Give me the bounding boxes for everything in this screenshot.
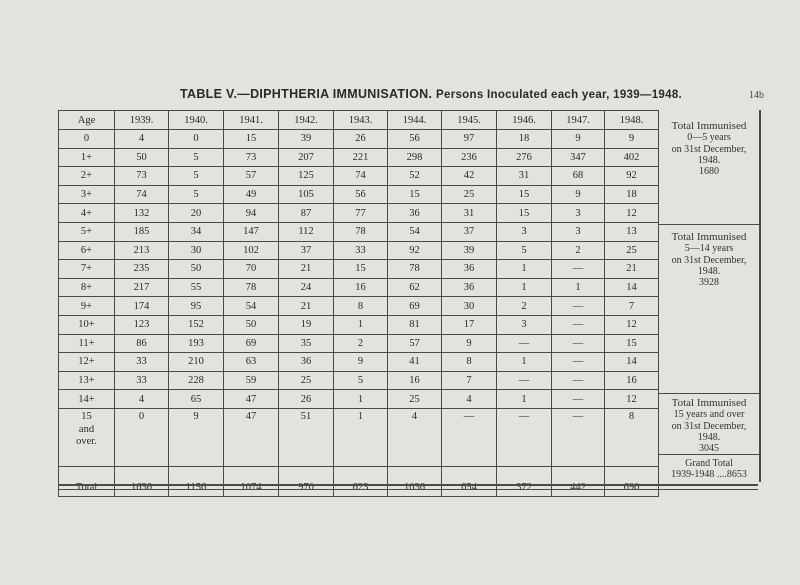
value-cell: 123 bbox=[115, 315, 169, 334]
value-cell: 185 bbox=[115, 222, 169, 241]
value-cell: 16 bbox=[334, 278, 388, 297]
title-main: TABLE V.—DIPHTHERIA IMMUNISATION. bbox=[180, 87, 433, 101]
table-row bbox=[59, 334, 659, 353]
bottom-rule bbox=[58, 484, 758, 490]
value-cell: 21 bbox=[279, 260, 334, 279]
value-cell: 77 bbox=[334, 204, 388, 223]
value-cell: 54 bbox=[224, 297, 279, 316]
value-cell: 3 bbox=[552, 204, 605, 223]
header-year: 1941. bbox=[224, 111, 279, 130]
value-cell: 8 bbox=[334, 297, 388, 316]
value-cell: — bbox=[552, 297, 605, 316]
total-cell: 1036 bbox=[388, 466, 442, 496]
value-cell: 69 bbox=[388, 297, 442, 316]
value-cell: 78 bbox=[224, 278, 279, 297]
value-cell: 14 bbox=[605, 278, 659, 297]
value-cell: 193 bbox=[169, 334, 224, 353]
value-cell: 30 bbox=[169, 241, 224, 260]
value-cell: 69 bbox=[224, 334, 279, 353]
total-cell: 970 bbox=[279, 466, 334, 496]
value-cell: 16 bbox=[388, 371, 442, 390]
age-cell: 7+ bbox=[59, 260, 115, 279]
total-row bbox=[59, 466, 659, 496]
value-cell: 57 bbox=[388, 334, 442, 353]
immunisation-table bbox=[58, 110, 659, 497]
header-year: 1945. bbox=[442, 111, 497, 130]
value-cell: 7 bbox=[442, 371, 497, 390]
age-cell: 1+ bbox=[59, 148, 115, 167]
header-row bbox=[59, 111, 659, 130]
value-cell: 9 bbox=[552, 185, 605, 204]
total-cell: 654 bbox=[442, 466, 497, 496]
value-cell: 35 bbox=[279, 334, 334, 353]
value-cell: 298 bbox=[388, 148, 442, 167]
value-cell: 228 bbox=[169, 371, 224, 390]
value-cell: — bbox=[497, 408, 552, 466]
value-cell: 52 bbox=[388, 167, 442, 186]
value-cell: 34 bbox=[169, 222, 224, 241]
table-row bbox=[59, 260, 659, 279]
table-row bbox=[59, 297, 659, 316]
value-cell: 70 bbox=[224, 260, 279, 279]
value-cell: 56 bbox=[388, 130, 442, 149]
value-cell: 18 bbox=[605, 185, 659, 204]
value-cell: 31 bbox=[497, 167, 552, 186]
value-cell: 102 bbox=[224, 241, 279, 260]
value-cell: 62 bbox=[388, 278, 442, 297]
value-cell: 36 bbox=[442, 278, 497, 297]
value-cell: — bbox=[552, 408, 605, 466]
table-row bbox=[59, 185, 659, 204]
value-cell: 1 bbox=[552, 278, 605, 297]
value-cell: 95 bbox=[169, 297, 224, 316]
total-cell: 1636 bbox=[115, 466, 169, 496]
value-cell: — bbox=[552, 371, 605, 390]
value-cell: 9 bbox=[169, 408, 224, 466]
age-15-row bbox=[59, 408, 659, 466]
value-cell: 86 bbox=[115, 334, 169, 353]
value-cell: 81 bbox=[388, 315, 442, 334]
value-cell: 105 bbox=[279, 185, 334, 204]
value-cell: 19 bbox=[279, 315, 334, 334]
value-cell: 26 bbox=[279, 390, 334, 409]
value-cell: 12 bbox=[605, 204, 659, 223]
value-cell: 54 bbox=[388, 222, 442, 241]
value-cell: 50 bbox=[115, 148, 169, 167]
value-cell: 12 bbox=[605, 390, 659, 409]
value-cell: 2 bbox=[497, 297, 552, 316]
value-cell: 31 bbox=[442, 204, 497, 223]
table-row bbox=[59, 315, 659, 334]
value-cell: 68 bbox=[552, 167, 605, 186]
age-cell: 8+ bbox=[59, 278, 115, 297]
value-cell: 30 bbox=[442, 297, 497, 316]
value-cell: — bbox=[552, 390, 605, 409]
table-row bbox=[59, 390, 659, 409]
value-cell: 12 bbox=[605, 315, 659, 334]
value-cell: 94 bbox=[224, 204, 279, 223]
table-row bbox=[59, 148, 659, 167]
value-cell: 25 bbox=[388, 390, 442, 409]
age-cell: 6+ bbox=[59, 241, 115, 260]
header-year: 1944. bbox=[388, 111, 442, 130]
value-cell: 2 bbox=[552, 241, 605, 260]
value-cell: 92 bbox=[388, 241, 442, 260]
total-cell: 1156 bbox=[169, 466, 224, 496]
age-cell: 2+ bbox=[59, 167, 115, 186]
value-cell: 8 bbox=[605, 408, 659, 466]
value-cell: 18 bbox=[497, 130, 552, 149]
value-cell: 59 bbox=[224, 371, 279, 390]
value-cell: 5 bbox=[497, 241, 552, 260]
age-cell: 12+ bbox=[59, 353, 115, 372]
value-cell: 5 bbox=[169, 148, 224, 167]
value-cell: 1 bbox=[497, 353, 552, 372]
value-cell: 92 bbox=[605, 167, 659, 186]
header-year: 1947. bbox=[552, 111, 605, 130]
value-cell: 125 bbox=[279, 167, 334, 186]
value-cell: 235 bbox=[115, 260, 169, 279]
value-cell: 15 bbox=[334, 260, 388, 279]
value-cell: 0 bbox=[169, 130, 224, 149]
value-cell: 49 bbox=[224, 185, 279, 204]
value-cell: 15 bbox=[497, 185, 552, 204]
value-cell: 9 bbox=[442, 334, 497, 353]
value-cell: 26 bbox=[334, 130, 388, 149]
value-cell: — bbox=[442, 408, 497, 466]
value-cell: 87 bbox=[279, 204, 334, 223]
table-row bbox=[59, 222, 659, 241]
value-cell: 25 bbox=[442, 185, 497, 204]
age-cell: 9+ bbox=[59, 297, 115, 316]
value-cell: 2 bbox=[334, 334, 388, 353]
value-cell: 78 bbox=[334, 222, 388, 241]
value-cell: 4 bbox=[115, 130, 169, 149]
value-cell: — bbox=[552, 315, 605, 334]
age-cell: 14+ bbox=[59, 390, 115, 409]
value-cell: 8 bbox=[442, 353, 497, 372]
age-cell: 15 and over. bbox=[59, 408, 115, 466]
value-cell: — bbox=[497, 334, 552, 353]
value-cell: 1 bbox=[334, 390, 388, 409]
side-note-15-over: Total Immunised 15 years and over on 31st December, 1948. 3045 bbox=[659, 393, 759, 454]
value-cell: 5 bbox=[334, 371, 388, 390]
value-cell: 4 bbox=[388, 408, 442, 466]
value-cell: 17 bbox=[442, 315, 497, 334]
value-cell: 236 bbox=[442, 148, 497, 167]
age-cell: 0 bbox=[59, 130, 115, 149]
value-cell: 37 bbox=[442, 222, 497, 241]
side-note-grand-total: Grand Total 1939-1948 ....8653 bbox=[659, 454, 759, 480]
value-cell: 36 bbox=[388, 204, 442, 223]
value-cell: 25 bbox=[605, 241, 659, 260]
value-cell: 73 bbox=[224, 148, 279, 167]
value-cell: 47 bbox=[224, 408, 279, 466]
table-title bbox=[180, 87, 682, 101]
value-cell: 97 bbox=[442, 130, 497, 149]
value-cell: 174 bbox=[115, 297, 169, 316]
value-cell: 56 bbox=[334, 185, 388, 204]
value-cell: 74 bbox=[334, 167, 388, 186]
value-cell: 33 bbox=[115, 371, 169, 390]
value-cell: 276 bbox=[497, 148, 552, 167]
table-row bbox=[59, 278, 659, 297]
header-year: 1943. bbox=[334, 111, 388, 130]
value-cell: 20 bbox=[169, 204, 224, 223]
value-cell: 57 bbox=[224, 167, 279, 186]
total-label: Total bbox=[59, 466, 115, 496]
value-cell: 14 bbox=[605, 353, 659, 372]
table-row bbox=[59, 130, 659, 149]
age-cell: 4+ bbox=[59, 204, 115, 223]
value-cell: 210 bbox=[169, 353, 224, 372]
value-cell: 3 bbox=[497, 222, 552, 241]
value-cell: 55 bbox=[169, 278, 224, 297]
total-cell: 1074 bbox=[224, 466, 279, 496]
value-cell: 9 bbox=[334, 353, 388, 372]
value-cell: 33 bbox=[115, 353, 169, 372]
value-cell: 207 bbox=[279, 148, 334, 167]
value-cell: 1 bbox=[497, 390, 552, 409]
value-cell: 1 bbox=[497, 260, 552, 279]
total-cell: 690 bbox=[605, 466, 659, 496]
value-cell: 4 bbox=[115, 390, 169, 409]
value-cell: 147 bbox=[224, 222, 279, 241]
table-row bbox=[59, 371, 659, 390]
value-cell: 36 bbox=[279, 353, 334, 372]
value-cell: 1 bbox=[497, 278, 552, 297]
table-row bbox=[59, 167, 659, 186]
total-cell: 372 bbox=[497, 466, 552, 496]
value-cell: 217 bbox=[115, 278, 169, 297]
value-cell: 47 bbox=[224, 390, 279, 409]
value-cell: 112 bbox=[279, 222, 334, 241]
value-cell: — bbox=[552, 260, 605, 279]
table-row bbox=[59, 353, 659, 372]
value-cell: 5 bbox=[169, 167, 224, 186]
total-cell: 442 bbox=[552, 466, 605, 496]
value-cell: — bbox=[552, 353, 605, 372]
value-cell: 132 bbox=[115, 204, 169, 223]
header-year: 1942. bbox=[279, 111, 334, 130]
immunisation-table-wrap bbox=[58, 110, 758, 493]
table-row bbox=[59, 204, 659, 223]
value-cell: 21 bbox=[279, 297, 334, 316]
header-year: 1948. bbox=[605, 111, 659, 130]
age-cell: 5+ bbox=[59, 222, 115, 241]
value-cell: 7 bbox=[605, 297, 659, 316]
value-cell: 25 bbox=[279, 371, 334, 390]
value-cell: 73 bbox=[115, 167, 169, 186]
value-cell: 213 bbox=[115, 241, 169, 260]
value-cell: 51 bbox=[279, 408, 334, 466]
value-cell: 42 bbox=[442, 167, 497, 186]
value-cell: 78 bbox=[388, 260, 442, 279]
value-cell: 9 bbox=[605, 130, 659, 149]
header-year: 1939. bbox=[115, 111, 169, 130]
value-cell: 1 bbox=[334, 408, 388, 466]
value-cell: 50 bbox=[224, 315, 279, 334]
side-notes bbox=[658, 110, 761, 482]
header-age: Age bbox=[59, 111, 115, 130]
value-cell: 65 bbox=[169, 390, 224, 409]
value-cell: 347 bbox=[552, 148, 605, 167]
value-cell: 39 bbox=[442, 241, 497, 260]
value-cell: — bbox=[552, 334, 605, 353]
title-sub: Persons Inoculated each year, 1939—1948. bbox=[436, 89, 683, 101]
value-cell: 15 bbox=[605, 334, 659, 353]
value-cell: 0 bbox=[115, 408, 169, 466]
header-year: 1946. bbox=[497, 111, 552, 130]
age-cell: 13+ bbox=[59, 371, 115, 390]
value-cell: 33 bbox=[334, 241, 388, 260]
value-cell: 15 bbox=[388, 185, 442, 204]
header-year: 1940. bbox=[169, 111, 224, 130]
value-cell: 9 bbox=[552, 130, 605, 149]
value-cell: 41 bbox=[388, 353, 442, 372]
value-cell: 63 bbox=[224, 353, 279, 372]
age-cell: 11+ bbox=[59, 334, 115, 353]
value-cell: 15 bbox=[497, 204, 552, 223]
value-cell: — bbox=[497, 371, 552, 390]
value-cell: 402 bbox=[605, 148, 659, 167]
value-cell: 5 bbox=[169, 185, 224, 204]
age-cell: 10+ bbox=[59, 315, 115, 334]
value-cell: 221 bbox=[334, 148, 388, 167]
value-cell: 24 bbox=[279, 278, 334, 297]
age-cell: 3+ bbox=[59, 185, 115, 204]
value-cell: 15 bbox=[224, 130, 279, 149]
value-cell: 13 bbox=[605, 222, 659, 241]
value-cell: 50 bbox=[169, 260, 224, 279]
value-cell: 21 bbox=[605, 260, 659, 279]
page-number: 14b bbox=[749, 90, 764, 101]
side-note-5-14: Total Immunised 5—14 years on 31st December, 1948. 3928 bbox=[659, 224, 759, 288]
value-cell: 3 bbox=[552, 222, 605, 241]
value-cell: 36 bbox=[442, 260, 497, 279]
value-cell: 74 bbox=[115, 185, 169, 204]
table-row bbox=[59, 241, 659, 260]
value-cell: 3 bbox=[497, 315, 552, 334]
value-cell: 39 bbox=[279, 130, 334, 149]
value-cell: 16 bbox=[605, 371, 659, 390]
total-cell: 623 bbox=[334, 466, 388, 496]
side-note-0-5: Total Immunised 0—5 years on 31st December, 1948. 1680 bbox=[671, 120, 747, 177]
value-cell: 37 bbox=[279, 241, 334, 260]
value-cell: 1 bbox=[334, 315, 388, 334]
value-cell: 4 bbox=[442, 390, 497, 409]
value-cell: 152 bbox=[169, 315, 224, 334]
